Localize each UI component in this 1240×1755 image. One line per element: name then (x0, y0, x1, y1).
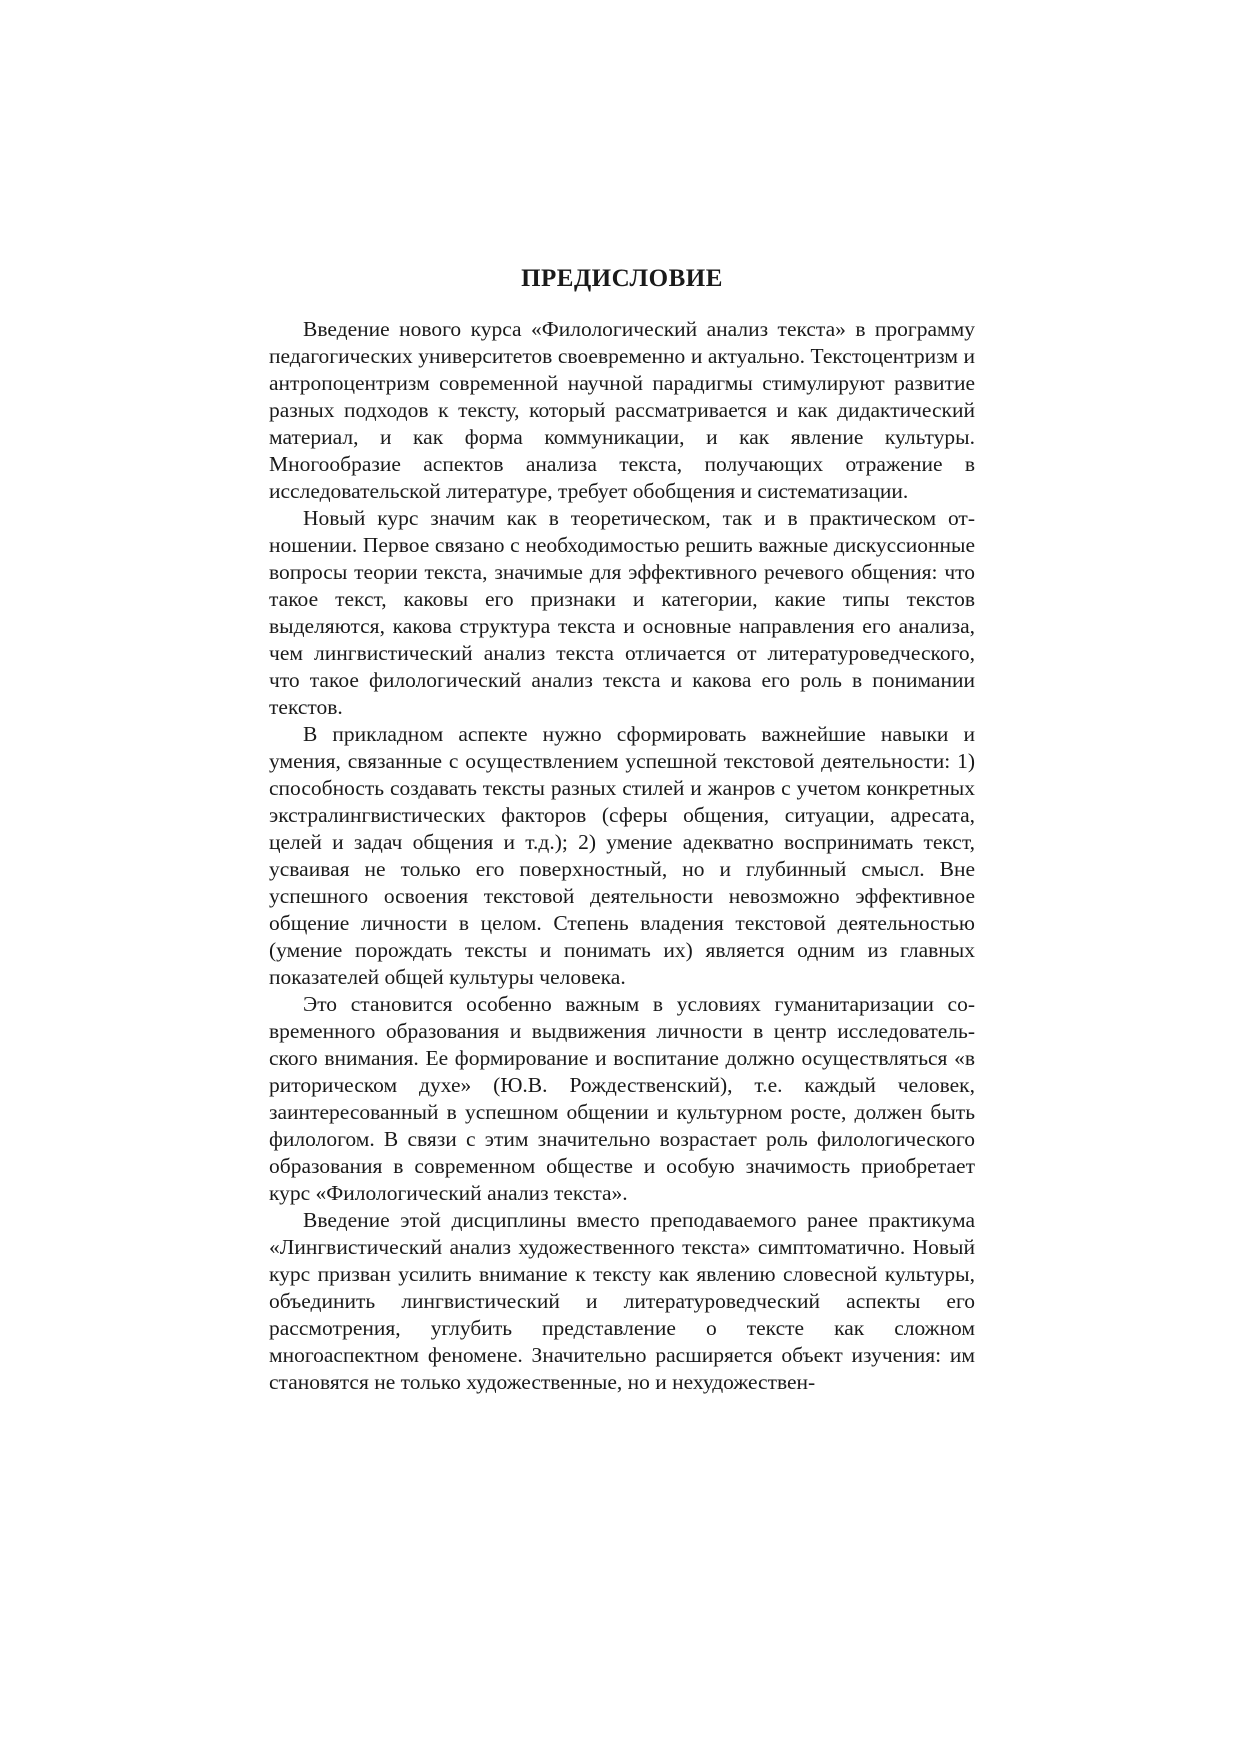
page-title: ПРЕДИСЛОВИЕ (521, 265, 723, 292)
paragraph-2: Новый курс значим как в теоретическом, так и в практическом отношении. Первое связано с необходимостью решить важные дискуссионные вопросы теории текста, значимые для эффективного речевого общения: что такое текст, каковы его признаки и категории, какие типы текстов выделяются, какова структура текста и основные направления его анализа, чем лингвистический анализ текста отличается от литературоведческого, что такое филологический анализ текста и какова его роль в понимании текстов. (269, 506, 975, 719)
paragraph-5: Введение этой дисциплины вместо преподаваемого ранее практикума «Лингвистический анализ художественного текста» симптоматично. Новый курс призван усилить внимание к тексту как явлению словесной культуры, объединить лингвистический и литературоведческий аспекты его рассмотрения, углубить представление о тексте как сложном многоаспектном феномене. Значительно расширяется объект изучения: им становятся не только художественные, но и нехудожествен- (269, 1208, 975, 1394)
preface-text-block (269, 264, 975, 1396)
paragraph-3: В прикладном аспекте нужно сформировать важнейшие навыки и умения, связанные с осуществлением успешной текстовой деятельности: 1) способность создавать тексты разных стилей и жанров с учетом конкретных экстралингвистических факторов (сферы общения, ситуации, адресата, целей и задач общения и т.д.); 2) умение адекватно воспринимать текст, усваивая не только его поверхностный, но и глубинный смысл. Вне успешного освоения текстовой деятельности невозможно эффективное общение личности в целом. Степень владения текстовой деятельностью (умение порождать тексты и понимать их) является одним из главных показателей общей культуры человека. (269, 722, 975, 989)
paragraph-4: Это становится особенно важным в условиях гуманитаризации современного образования и выдвижения личности в центр исследовательского внимания. Ее формирование и воспитание должно осуществляться «в риторическом духе» (Ю.В. Рождественский), т.е. каждый человек, заинтересованный в успешном общении и культурном росте, должен быть филологом. В связи с этим значительно возрастает роль филологического образования в современном обществе и особую значимость приобретает курс «Филологический анализ текста». (269, 992, 975, 1205)
paragraph-1: Введение нового курса «Филологический анализ текста» в программу педагогических университетов своевременно и актуально. Текстоцентризм и антропоцентризм современной научной парадигмы стимулируют развитие разных подходов к тексту, который рассматривается и как дидактический материал, и как форма коммуникации, и как явление культуры. Многообразие аспектов анализа текста, получающих отражение в исследовательской литературе, требует обобщения и систематизации. (269, 317, 975, 503)
